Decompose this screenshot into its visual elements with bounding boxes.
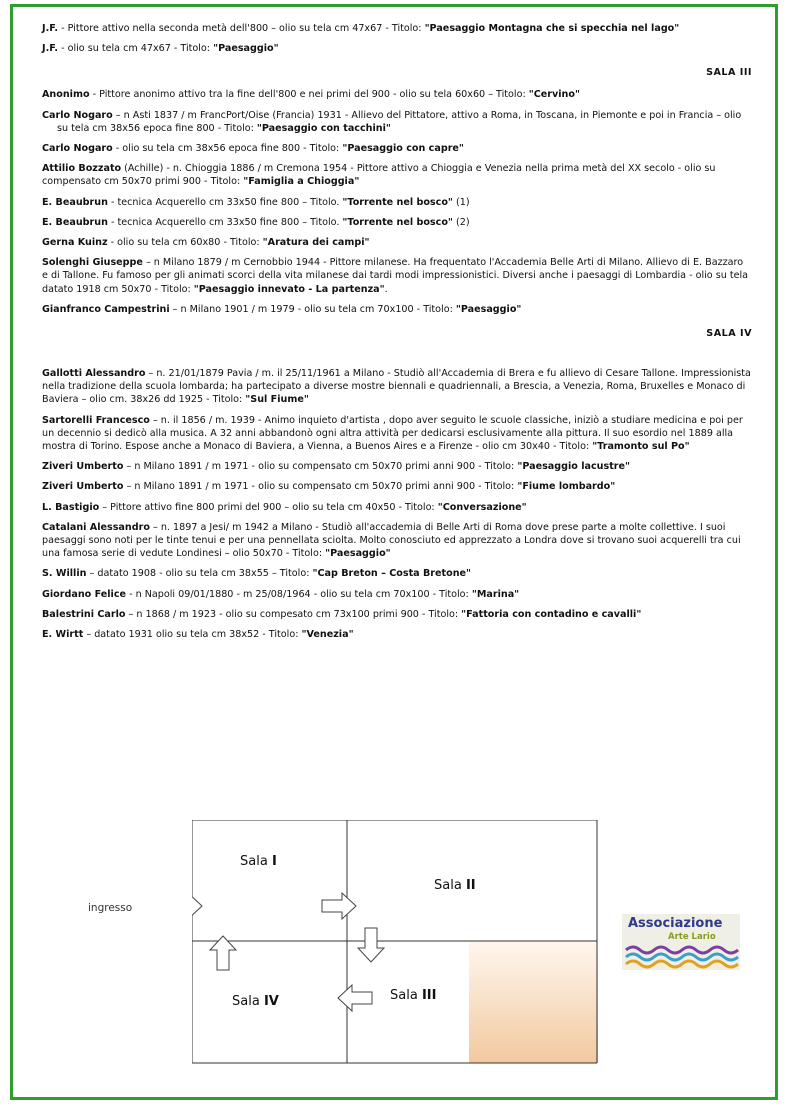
artwork-description: - Pittore anonimo attivo tra la fine dell'800 e nei primi del 900 - olio su tela 60x60 – Titolo: xyxy=(89,89,529,101)
floor-plan xyxy=(192,820,598,1064)
catalog-entry xyxy=(42,588,752,601)
artwork-title: "Paesaggio innevato - La partenza" xyxy=(193,283,385,295)
entries-sala-iii xyxy=(42,88,752,316)
room-sala-iii: Sala III xyxy=(390,988,437,1003)
ingresso-label: ingresso xyxy=(88,902,133,914)
artwork-description: - Pittore attivo nella seconda metà dell'800 – olio su tela cm 47x67 - Titolo: xyxy=(58,23,425,34)
room-sala-i: Sala I xyxy=(240,854,277,869)
artwork-title: "Tramonto sul Po" xyxy=(592,441,690,453)
artwork-title: "Paesaggio" xyxy=(213,43,279,55)
artwork-description: - tecnica Acquerello cm 33x50 fine 800 – Titolo. xyxy=(107,216,343,228)
artwork-title: "Cap Breton – Costa Bretone" xyxy=(312,568,472,580)
artwork-description: – n 1868 / m 1923 - olio su compesato cm 73x100 primi 900 - Titolo: xyxy=(125,608,462,620)
catalog-entry xyxy=(42,567,752,580)
catalog-entry xyxy=(42,142,752,155)
artwork-title: "Fattoria con contadino e cavalli" xyxy=(461,608,642,620)
associazione-logo xyxy=(622,914,740,970)
artwork-description: – n Milano 1879 / m Cernobbio 1944 - Pittore milanese. Ha frequentato l'Accademia Belle Arti di Milano. Allievo di E. Bazzaro e di Tallone. Fu famoso per gli animati scorci della vita milanese dai tardi modi impressionistici. Diversi anche i paesaggi di Lombardia - olio su tela datato 1918 cm 50x70 - Titolo: xyxy=(42,257,749,295)
entry-suffix: (1) xyxy=(452,196,470,208)
artwork-title: "Aratura dei campi" xyxy=(262,237,370,249)
artwork-description: – n. 1897 a Jesi/ m 1942 a Milano - Studiò all'accademia di Belle Arti di Roma dove prese parte a molte collettive. I suoi paesaggi sono noti per le tinte tenui e per una pennellata sciolta. Molto conosciuto ed apprezzato a Londra dove si trovano suoi acquerelli tra cui una famosa serie di vedute Londinesi – olio 50x70 - Titolo: xyxy=(42,521,741,560)
artist-name: L. Bastigio xyxy=(42,501,100,513)
catalog-entry xyxy=(42,303,752,316)
catalog-entry xyxy=(42,501,752,514)
artist-name: Ziveri Umberto xyxy=(42,461,124,473)
catalog-entry xyxy=(42,414,752,454)
sala-iii-heading: SALA III xyxy=(706,67,752,79)
arrow-sala-iv xyxy=(338,985,372,1011)
artwork-title: "Paesaggio Montagna che si specchia nel lago" xyxy=(424,23,680,34)
catalog-entry xyxy=(42,42,752,55)
catalog-entry xyxy=(42,628,752,641)
artwork-title: "Paesaggio lacustre" xyxy=(517,461,631,473)
catalog-entry xyxy=(42,196,752,209)
artwork-description: – n. 21/01/1879 Pavia / m. il 25/11/1961 a Milano - Studiò all'Accademia di Brera e fu allievo di Cesare Tallone. Impressionista nella tradizione della scuola lombarda; ha partecipato a diverse mostre biennali e quadriennali, a Brescia, a Venezia, Roma, Bruxelles e Monaco di Baviera – olio cm. 38x26 dd 1925 - Titolo: xyxy=(42,368,751,406)
artist-name: Catalani Alessandro xyxy=(42,521,150,533)
artist-name: E. Beaubrun xyxy=(42,216,108,228)
catalog-entry xyxy=(42,521,752,561)
artist-name: Carlo Nogaro xyxy=(42,143,113,155)
room-sala-ii: Sala II xyxy=(434,878,476,893)
arrow-sala-ii xyxy=(322,893,356,919)
artwork-description: (Achille) - n. Chioggia 1886 / m Cremona 1954 - Pittore attivo a Chioggia e Venezia nella prima metà del XX secolo - olio su compensato cm 50x70 primi 900 - Titolo: xyxy=(42,163,716,188)
entries-sala-iv xyxy=(42,367,752,641)
artwork-description: – datato 1931 olio su tela cm 38x52 - Titolo: xyxy=(83,629,302,641)
artwork-title: "Conversazione" xyxy=(437,501,527,513)
arrow-sala-iii xyxy=(358,928,384,962)
catalog-entry xyxy=(42,216,752,229)
logo-line1: Associazione xyxy=(628,916,723,931)
artwork-description: - olio su tela cm 38x56 epoca fine 800 - Titolo: xyxy=(112,143,343,155)
artwork-title: "Paesaggio con tacchini" xyxy=(256,122,391,134)
artist-name: Gallotti Alessandro xyxy=(42,368,146,380)
artwork-title: "Paesaggio con capre" xyxy=(342,143,464,155)
artist-name: S. Willin xyxy=(42,568,87,580)
artist-name: Gianfranco Campestrini xyxy=(42,303,170,315)
sala-iv-heading: SALA IV xyxy=(706,328,752,340)
artist-name: Ziveri Umberto xyxy=(42,481,124,493)
artwork-title: "Cervino" xyxy=(528,89,580,101)
artist-name: Balestrini Carlo xyxy=(42,608,126,620)
entries-top xyxy=(42,22,752,55)
artist-name: Gerna Kuinz xyxy=(42,237,108,249)
artist-name: E. Wirtt xyxy=(42,629,84,641)
artwork-description: – Pittore attivo fine 800 primi del 900 – olio su tela cm 40x50 - Titolo: xyxy=(99,501,438,513)
artwork-description: – n. il 1856 / m. 1939 - Animo inquieto d'artista , dopo aver seguito le scuole classiche, iniziò a studiare medicina e poi per un decennio si dedicò alla musica. A 32 anni abbandonò ogni altra attività per dedicarsi esclusivamente alla pittura. Il suo esordio nel 1889 alla mostra di Torino. Espose anche a Monaco di Baviera, a Vienna, a Buenos Aires e a Firenze - olio cm 30x40 - Titolo: xyxy=(42,414,743,453)
artwork-title: "Fiume lombardo" xyxy=(517,481,616,493)
highlight-area xyxy=(469,941,598,1063)
logo-waves-icon xyxy=(622,914,740,970)
artwork-title: "Paesaggio" xyxy=(325,548,391,560)
artist-name: Anonimo xyxy=(42,89,90,101)
artwork-title: "Marina" xyxy=(471,588,520,600)
artist-name: Attilio Bozzato xyxy=(42,163,122,175)
artwork-description: - olio su tela cm 60x80 - Titolo: xyxy=(107,237,263,249)
artist-name: Carlo Nogaro xyxy=(42,109,113,121)
catalog-entry xyxy=(42,367,752,407)
catalog-entry xyxy=(42,109,752,135)
artwork-title: "Torrente nel bosco" xyxy=(342,216,453,228)
artist-name: E. Beaubrun xyxy=(42,196,108,208)
catalog-entry xyxy=(42,162,752,188)
artwork-description: – n Milano 1891 / m 1971 - olio su compensato cm 50x70 primi anni 900 - Titolo: xyxy=(123,461,518,473)
catalog-content xyxy=(42,22,752,648)
artwork-description: – n Asti 1837 / m FrancPort/Oise (Francia) 1931 - Allievo del Pittatore, attivo a Roma, in Toscana, in Piemonte e poi in Francia – olio su tela cm 38x56 epoca fine 800 - Titolo: xyxy=(57,109,742,134)
artwork-description: – n Milano 1901 / m 1979 - olio su tela cm 70x100 - Titolo: xyxy=(169,303,456,315)
artwork-title: "Sul Fiume" xyxy=(245,394,309,406)
artist-name: Giordano Felice xyxy=(42,588,127,600)
artwork-description: - olio su tela cm 47x67 - Titolo: xyxy=(58,43,214,55)
artwork-description: - tecnica Acquerello cm 33x50 fine 800 – Titolo. xyxy=(107,196,343,208)
artist-name: Sartorelli Francesco xyxy=(42,414,150,426)
artwork-title: "Venezia" xyxy=(301,629,354,641)
arrow-entrance xyxy=(192,893,202,919)
artwork-description: – n Milano 1891 / m 1971 - olio su compensato cm 50x70 primi anni 900 - Titolo: xyxy=(123,481,518,493)
logo-line2: Arte Lario xyxy=(668,932,716,942)
artwork-title: "Paesaggio" xyxy=(455,303,522,315)
entry-suffix: . xyxy=(384,283,388,295)
artwork-title: "Famiglia a Chioggia" xyxy=(243,176,360,188)
catalog-entry xyxy=(42,88,752,101)
artwork-description: – datato 1908 - olio su tela cm 38x55 – Titolo: xyxy=(86,568,313,580)
catalog-entry xyxy=(42,608,752,621)
catalog-entry xyxy=(42,480,752,493)
entry-suffix: (2) xyxy=(452,216,470,228)
catalog-entry xyxy=(42,236,752,249)
catalog-entry xyxy=(42,256,752,296)
room-sala-iv: Sala IV xyxy=(232,994,279,1009)
catalog-entry xyxy=(42,460,752,473)
artwork-title: "Torrente nel bosco" xyxy=(342,196,453,208)
artwork-description: - n Napoli 09/01/1880 - m 25/08/1964 - olio su tela cm 70x100 - Titolo: xyxy=(126,588,472,600)
artist-name: J.F. xyxy=(42,43,59,55)
artist-name: Solenghi Giuseppe xyxy=(42,257,143,269)
catalog-entry xyxy=(42,22,752,35)
artist-name: J.F. xyxy=(42,23,59,34)
